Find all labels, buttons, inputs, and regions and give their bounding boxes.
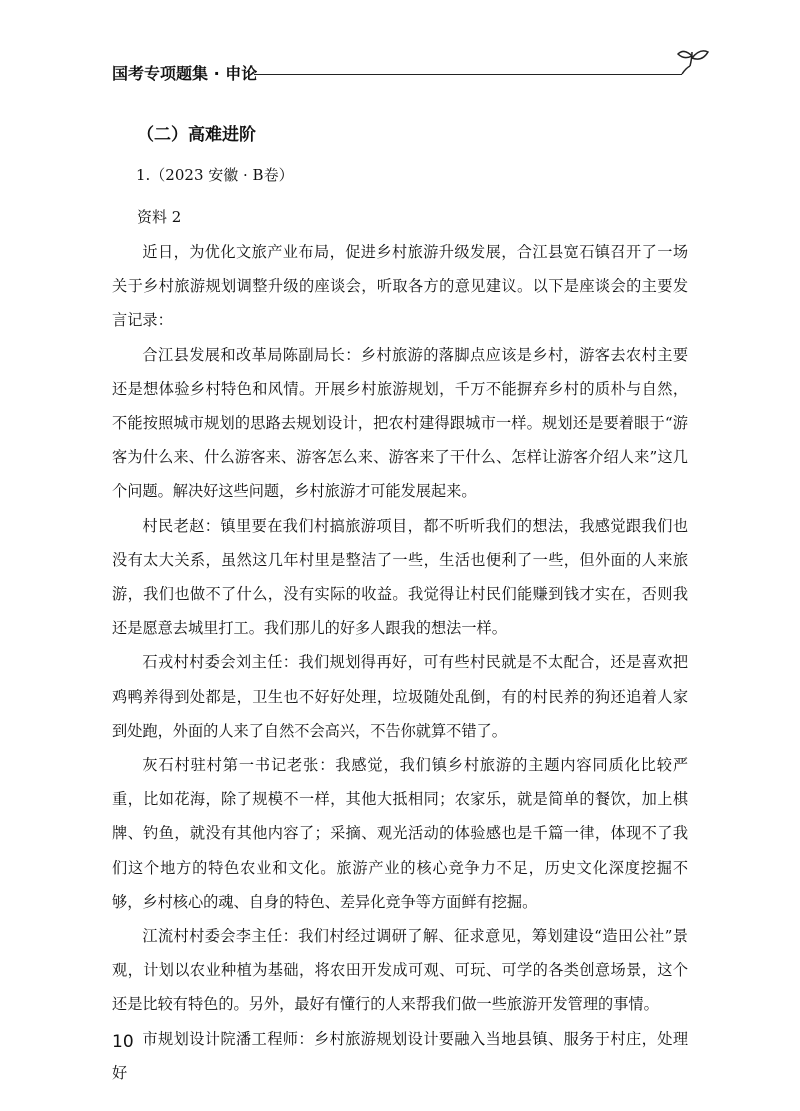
paragraph: 合江县发展和改革局陈副局长：乡村旅游的落脚点应该是乡村，游客去农村主要还是想体验乡村特色和风情。开展乡村旅游规划，千万不能摒弃乡村的质朴与自然，不能按照城市规划的思路去规划设计，把农村建得跟城市一样。规划还是要着眼于“游客为什么来、什么游客来、游客怎么来、游客来了干什么、怎样让游客介绍人来”这几个问题。解决好这些问题，乡村旅游才可能发展起来。 [112,345,688,501]
running-header [112,64,712,86]
sprout-icon [672,46,712,82]
section-heading: （二）高难进阶 [137,125,256,145]
header-rule [254,74,682,75]
body-text [112,235,688,1090]
paragraph: 市规划设计院潘工程师：乡村旅游规划设计要融入当地县镇、服务于村庄，处理好 [112,1029,688,1082]
header-title: 国考专项题集 · 申论 [112,64,258,83]
paragraph: 石戎村村委会刘主任：我们规划得再好，可有些村民就是不太配合，还是喜欢把鸡鸭养得到处都是，卫生也不好好处理，垃圾随处乱倒，有的村民养的狗还追着人家到处跑，外面的人来了自然不会高兴，不告你就算不错了。 [112,653,688,740]
material-label: 资料 2 [137,208,182,226]
paragraph: 村民老赵：镇里要在我们村搞旅游项目，都不听听我们的想法，我感觉跟我们也没有太大关系，虽然这几年村里是整洁了一些，生活也便利了一些，但外面的人来旅游，我们也做不了什么，没有实际的收益。我觉得让村民们能赚到钱才实在，否则我还是愿意去城里打工。我们那儿的好多人跟我的想法一样。 [112,516,688,638]
question-label: 1.（2023 安徽 · B卷） [136,166,294,184]
page-number: 10 [112,1032,134,1052]
paragraph: 近日，为优化文旅产业布局，促进乡村旅游升级发展，合江县宽石镇召开了一场关于乡村旅游规划调整升级的座谈会，听取各方的意见建议。以下是座谈会的主要发言记录： [112,243,688,330]
paragraph: 灰石村驻村第一书记老张：我感觉，我们镇乡村旅游的主题内容同质化比较严重，比如花海，除了规模不一样，其他大抵相同；农家乐，就是简单的餐饮，加上棋牌、钓鱼，就没有其他内容了；采摘、观光活动的体验感也是千篇一律，体现不了我们这个地方的特色农业和文化。旅游产业的核心竞争力不足，历史文化深度挖掘不够，乡村核心的魂、自身的特色、差异化竞争等方面鲜有挖掘。 [112,756,688,911]
paragraph: 江流村村委会李主任：我们村经过调研了解、征求意见，筹划建设“造田公社”景观，计划以农业种植为基础，将农田开发成可观、可玩、可学的各类创意场景，这个还是比较有特色的。另外，最好有懂行的人来帮我们做一些旅游开发管理的事情。 [112,927,688,1014]
